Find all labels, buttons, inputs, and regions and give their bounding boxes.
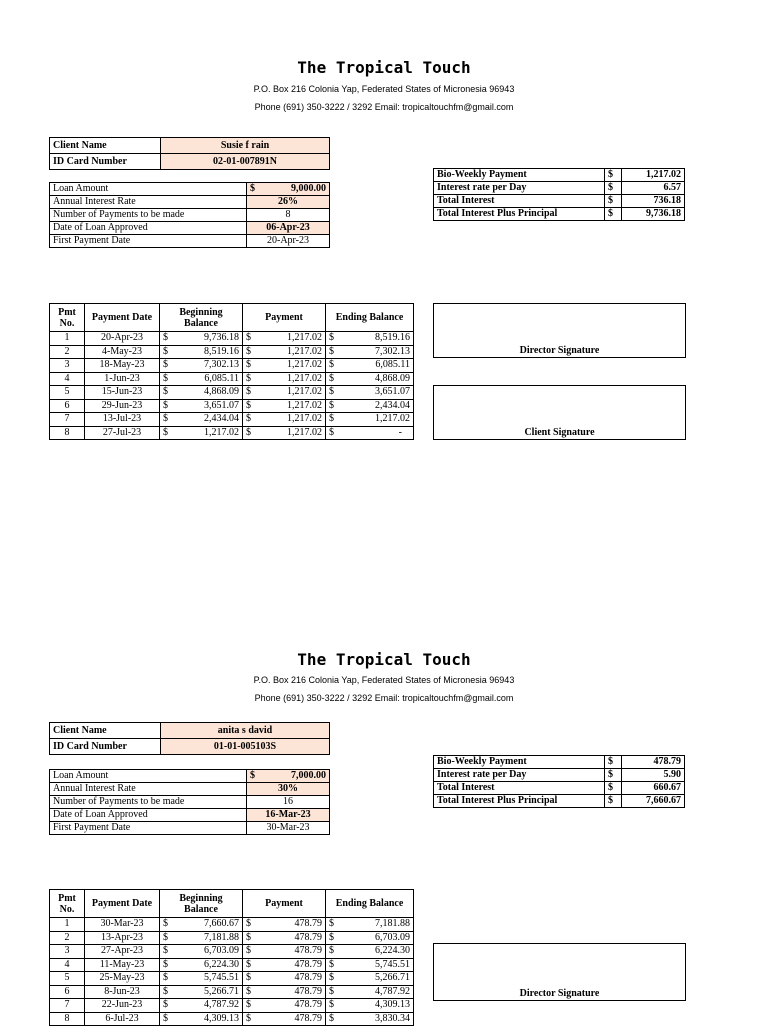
interest-rate-value: 26%: [247, 196, 330, 209]
payment-cell: $ 1,217.02: [243, 359, 326, 373]
beginning-balance-cell: $ 6,703.09: [160, 945, 243, 959]
payment-date-cell: 25-May-23: [85, 972, 160, 986]
loan-amount-label: Loan Amount: [50, 770, 247, 783]
schedule-row: [50, 386, 414, 400]
id-card-label: ID Card Number: [50, 739, 161, 755]
summary-label: Interest rate per Day: [434, 182, 605, 195]
company-title: The Tropical Touch: [297, 650, 471, 669]
ending-balance-cell: $ 6,703.09: [326, 931, 414, 945]
payment-date-cell: 1-Jun-23: [85, 372, 160, 386]
summary-value: 660.67: [622, 782, 685, 795]
interest-rate-label: Annual Interest Rate: [50, 783, 247, 796]
schedule-row: [50, 945, 414, 959]
col-payment: Payment: [243, 890, 326, 918]
id-card-label: ID Card Number: [50, 154, 161, 170]
payment-cell: $ 478.79: [243, 972, 326, 986]
pmt-no-cell: 3: [50, 359, 85, 373]
client-info-table: [49, 137, 330, 170]
beginning-balance-cell: $ 4,868.09: [160, 386, 243, 400]
loan-details-table: [49, 769, 330, 835]
company-address: P.O. Box 216 Colonia Yap, Federated States of Micronesia 96943: [253, 675, 515, 685]
payment-cell: $ 478.79: [243, 999, 326, 1013]
payment-date-cell: 30-Mar-23: [85, 918, 160, 932]
payment-date-cell: 8-Jun-23: [85, 985, 160, 999]
beginning-balance-cell: $ 8,519.16: [160, 345, 243, 359]
num-payments-label: Number of Payments to be made: [50, 209, 247, 222]
beginning-balance-cell: $ 6,085.11: [160, 372, 243, 386]
client-name-label: Client Name: [50, 138, 161, 154]
ending-balance-cell: $ 5,745.51: [326, 958, 414, 972]
col-ending-balance: Ending Balance: [326, 304, 414, 332]
beginning-balance-cell: $ 5,266.71: [160, 985, 243, 999]
first-payment-value: 30-Mar-23: [247, 822, 330, 835]
payment-date-cell: 15-Jun-23: [85, 386, 160, 400]
pmt-no-cell: 5: [50, 386, 85, 400]
beginning-balance-cell: $ 9,736.18: [160, 332, 243, 346]
ending-balance-cell: $ 5,266.71: [326, 972, 414, 986]
payment-cell: $ 478.79: [243, 945, 326, 959]
loan-amount-value: $ 9,000.00: [247, 183, 330, 196]
director-signature-box[interactable]: [433, 303, 686, 358]
col-payment-date: Payment Date: [85, 304, 160, 332]
col-ending-balance: Ending Balance: [326, 890, 414, 918]
schedule-row: [50, 426, 414, 440]
loan-amount-value: $ 7,000.00: [247, 770, 330, 783]
ending-balance-cell: $ 8,519.16: [326, 332, 414, 346]
schedule-row: [50, 958, 414, 972]
summary-value: 9,736.18: [622, 208, 685, 221]
ending-balance-cell: $ 3,651.07: [326, 386, 414, 400]
pmt-no-cell: 2: [50, 931, 85, 945]
payment-cell: $ 478.79: [243, 958, 326, 972]
payment-cell: $ 1,217.02: [243, 332, 326, 346]
payment-date-cell: 22-Jun-23: [85, 999, 160, 1013]
client-name-value: anita s david: [161, 723, 330, 739]
pmt-no-cell: 4: [50, 958, 85, 972]
loan-details-table: [49, 182, 330, 248]
director-signature-label: Director Signature: [519, 345, 600, 356]
schedule-row: [50, 918, 414, 932]
id-card-value: 02-01-007891N: [161, 154, 330, 170]
summary-value: 5.90: [622, 769, 685, 782]
num-payments-value: 16: [247, 796, 330, 809]
summary-value: 736.18: [622, 195, 685, 208]
col-pmt-no: Pmt No.: [50, 304, 85, 332]
company-contact: Phone (691) 350-3222 / 3292 Email: tropicaltouchfm@gmail.com: [254, 102, 514, 112]
beginning-balance-cell: $ 7,302.13: [160, 359, 243, 373]
num-payments-label: Number of Payments to be made: [50, 796, 247, 809]
schedule-row: [50, 413, 414, 427]
payment-date-cell: 13-Jul-23: [85, 413, 160, 427]
beginning-balance-cell: $ 1,217.02: [160, 426, 243, 440]
director-signature-label: Director Signature: [519, 988, 600, 999]
client-name-value: Susie f rain: [161, 138, 330, 154]
ending-balance-cell: $ 3,830.34: [326, 1012, 414, 1026]
first-payment-label: First Payment Date: [50, 235, 247, 248]
schedule-row: [50, 985, 414, 999]
summary-label: Total Interest: [434, 782, 605, 795]
col-pmt-no: Pmt No.: [50, 890, 85, 918]
approved-date-value: 06-Apr-23: [247, 222, 330, 235]
first-payment-value: 20-Apr-23: [247, 235, 330, 248]
pmt-no-cell: 8: [50, 1012, 85, 1026]
approved-date-label: Date of Loan Approved: [50, 222, 247, 235]
beginning-balance-cell: $ 4,309.13: [160, 1012, 243, 1026]
beginning-balance-cell: $ 6,224.30: [160, 958, 243, 972]
ending-balance-cell: $ 4,868.09: [326, 372, 414, 386]
loan-amount-label: Loan Amount: [50, 183, 247, 196]
pmt-no-cell: 2: [50, 345, 85, 359]
ending-balance-cell: $ 7,181.88: [326, 918, 414, 932]
summary-label: Total Interest: [434, 195, 605, 208]
summary-value: 1,217.02: [622, 169, 685, 182]
payment-cell: $ 1,217.02: [243, 426, 326, 440]
col-beginning-balance: Beginning Balance: [160, 890, 243, 918]
payment-date-cell: 27-Jul-23: [85, 426, 160, 440]
company-title: The Tropical Touch: [297, 58, 471, 77]
ending-balance-cell: $ 6,085.11: [326, 359, 414, 373]
summary-label: Total Interest Plus Principal: [434, 208, 605, 221]
schedule-row: [50, 372, 414, 386]
pmt-no-cell: 4: [50, 372, 85, 386]
ending-balance-cell: $ -: [326, 426, 414, 440]
client-info-table: [49, 722, 330, 755]
beginning-balance-cell: $ 7,660.67: [160, 918, 243, 932]
payment-cell: $ 1,217.02: [243, 372, 326, 386]
interest-rate-label: Annual Interest Rate: [50, 196, 247, 209]
ending-balance-cell: $ 7,302.13: [326, 345, 414, 359]
beginning-balance-cell: $ 4,787.92: [160, 999, 243, 1013]
payment-cell: $ 1,217.02: [243, 413, 326, 427]
pmt-no-cell: 7: [50, 999, 85, 1013]
approved-date-label: Date of Loan Approved: [50, 809, 247, 822]
payment-date-cell: 4-May-23: [85, 345, 160, 359]
beginning-balance-cell: $ 5,745.51: [160, 972, 243, 986]
schedule-row: [50, 345, 414, 359]
client-signature-label: Client Signature: [524, 427, 595, 438]
payment-date-cell: 11-May-23: [85, 958, 160, 972]
schedule-row: [50, 972, 414, 986]
payment-cell: $ 478.79: [243, 931, 326, 945]
id-card-value: 01-01-005103S: [161, 739, 330, 755]
payment-cell: $ 478.79: [243, 918, 326, 932]
schedule-row: [50, 359, 414, 373]
schedule-row: [50, 999, 414, 1013]
ending-balance-cell: $ 4,787.92: [326, 985, 414, 999]
summary-label: Total Interest Plus Principal: [434, 795, 605, 808]
interest-rate-value: 30%: [247, 783, 330, 796]
pmt-no-cell: 6: [50, 985, 85, 999]
pmt-no-cell: 1: [50, 918, 85, 932]
client-name-label: Client Name: [50, 723, 161, 739]
payment-cell: $ 478.79: [243, 985, 326, 999]
schedule-row: [50, 399, 414, 413]
payment-date-cell: 18-May-23: [85, 359, 160, 373]
ending-balance-cell: $ 2,434.04: [326, 399, 414, 413]
payment-cell: $ 478.79: [243, 1012, 326, 1026]
payment-date-cell: 13-Apr-23: [85, 931, 160, 945]
first-payment-label: First Payment Date: [50, 822, 247, 835]
payment-date-cell: 29-Jun-23: [85, 399, 160, 413]
company-contact: Phone (691) 350-3222 / 3292 Email: tropicaltouchfm@gmail.com: [254, 693, 514, 703]
payment-schedule-table: [49, 889, 414, 1026]
pmt-no-cell: 6: [50, 399, 85, 413]
num-payments-value: 8: [247, 209, 330, 222]
summary-value: 7,660.67: [622, 795, 685, 808]
company-address: P.O. Box 216 Colonia Yap, Federated States of Micronesia 96943: [253, 84, 515, 94]
approved-date-value: 16-Mar-23: [247, 809, 330, 822]
summary-label: Bio-Weekly Payment: [434, 169, 605, 182]
pmt-no-cell: 1: [50, 332, 85, 346]
pmt-no-cell: 3: [50, 945, 85, 959]
summary-label: Interest rate per Day: [434, 769, 605, 782]
schedule-row: [50, 332, 414, 346]
payment-schedule-table: [49, 303, 414, 440]
pmt-no-cell: 8: [50, 426, 85, 440]
payment-date-cell: 6-Jul-23: [85, 1012, 160, 1026]
beginning-balance-cell: $ 3,651.07: [160, 399, 243, 413]
summary-label: Bio-Weekly Payment: [434, 756, 605, 769]
payment-cell: $ 1,217.02: [243, 345, 326, 359]
beginning-balance-cell: $ 2,434.04: [160, 413, 243, 427]
payment-summary-table: Bio-Weekly Payment $ 1,217.02 Interest rate per Day $ 6.57 Total Interest $ 736.18 Total Interest Plus Principal $ 9,736.18: [433, 168, 685, 221]
summary-value: 6.57: [622, 182, 685, 195]
summary-value: 478.79: [622, 756, 685, 769]
beginning-balance-cell: $ 7,181.88: [160, 931, 243, 945]
pmt-no-cell: 5: [50, 972, 85, 986]
col-payment: Payment: [243, 304, 326, 332]
payment-date-cell: 20-Apr-23: [85, 332, 160, 346]
payment-cell: $ 1,217.02: [243, 386, 326, 400]
payment-summary-table: Bio-Weekly Payment $ 478.79 Interest rate per Day $ 5.90 Total Interest $ 660.67 Total Interest Plus Principal $ 7,660.67: [433, 755, 685, 808]
col-beginning-balance: Beginning Balance: [160, 304, 243, 332]
payment-cell: $ 1,217.02: [243, 399, 326, 413]
ending-balance-cell: $ 4,309.13: [326, 999, 414, 1013]
ending-balance-cell: $ 6,224.30: [326, 945, 414, 959]
schedule-row: [50, 931, 414, 945]
director-signature-box[interactable]: [433, 943, 686, 1001]
schedule-row: [50, 1012, 414, 1026]
payment-date-cell: 27-Apr-23: [85, 945, 160, 959]
client-signature-box[interactable]: [433, 385, 686, 440]
col-payment-date: Payment Date: [85, 890, 160, 918]
pmt-no-cell: 7: [50, 413, 85, 427]
ending-balance-cell: $ 1,217.02: [326, 413, 414, 427]
